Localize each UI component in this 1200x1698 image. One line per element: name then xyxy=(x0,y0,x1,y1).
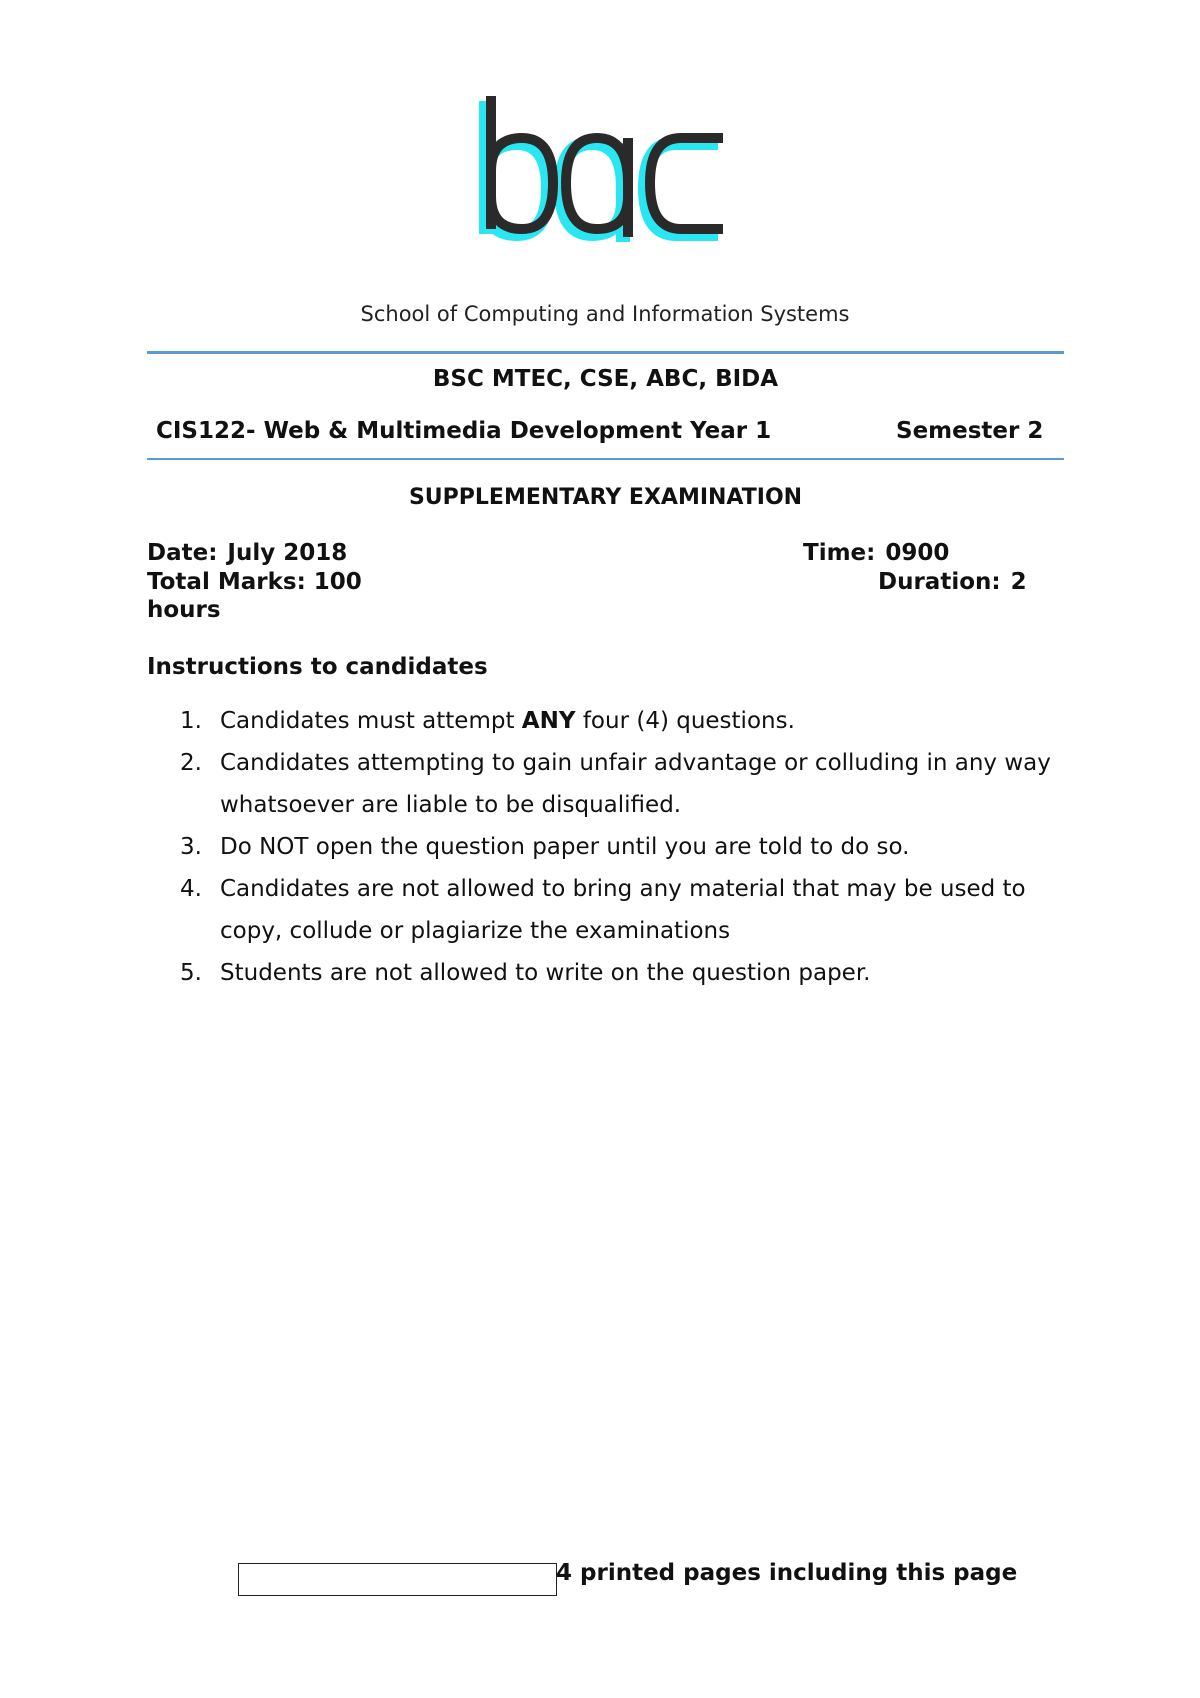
instructions-title: Instructions to candidates xyxy=(147,654,488,680)
instructions-list xyxy=(180,700,1060,994)
course-title: CIS122- Web & Multimedia Development Year 1 xyxy=(156,418,772,444)
instruction-text: Candidates are not allowed to bring any material that may be used to copy, collude or plagiarize the examinations xyxy=(220,876,1026,944)
instruction-item xyxy=(180,826,1060,868)
instruction-number: 2. xyxy=(180,750,202,776)
footer-box xyxy=(238,1563,557,1596)
school-name: School of Computing and Information Systems xyxy=(360,302,850,326)
instruction-number: 1. xyxy=(180,708,202,734)
instruction-text-before: Candidates must attempt xyxy=(220,708,522,734)
instruction-item xyxy=(180,742,1060,826)
date-label: Date: xyxy=(147,540,218,566)
instruction-number: 4. xyxy=(180,876,202,902)
instruction-number: 5. xyxy=(180,960,202,986)
instruction-text: Students are not allowed to write on the question paper. xyxy=(220,960,871,986)
instruction-item xyxy=(180,952,1060,994)
instruction-item xyxy=(180,700,1060,742)
duration-value: 2 xyxy=(1010,569,1027,595)
marks-value: 100 xyxy=(313,569,362,595)
instruction-text: Candidates attempting to gain unfair advantage or colluding in any way whatsoever are liable to be disqualified. xyxy=(220,750,1051,818)
bqc-logo xyxy=(478,96,728,244)
exam-duration xyxy=(878,569,1027,595)
exam-time xyxy=(803,540,949,566)
time-label: Time: xyxy=(803,540,876,566)
programmes: BSC MTEC, CSE, ABC, BIDA xyxy=(432,366,779,392)
marks-label: Total Marks: xyxy=(147,569,306,595)
instruction-item xyxy=(180,868,1060,952)
header-rule-top xyxy=(147,351,1064,354)
printed-pages-note: 4 printed pages including this page xyxy=(556,1560,1018,1586)
instruction-emphasis: ANY xyxy=(521,708,576,734)
time-value: 0900 xyxy=(885,540,950,566)
header-rule-bottom xyxy=(147,458,1064,460)
instruction-text: Do NOT open the question paper until you are told to do so. xyxy=(220,834,910,860)
instruction-text-after: four (4) questions. xyxy=(575,708,795,734)
duration-label: Duration: xyxy=(878,569,1001,595)
duration-unit: hours xyxy=(147,597,221,623)
total-marks xyxy=(147,569,362,595)
semester: Semester 2 xyxy=(896,418,1044,444)
exam-type: SUPPLEMENTARY EXAMINATION xyxy=(408,485,803,510)
date-value: July 2018 xyxy=(227,540,348,566)
exam-date xyxy=(147,540,347,566)
instruction-number: 3. xyxy=(180,834,202,860)
bqc-logo-graphic xyxy=(478,96,728,244)
